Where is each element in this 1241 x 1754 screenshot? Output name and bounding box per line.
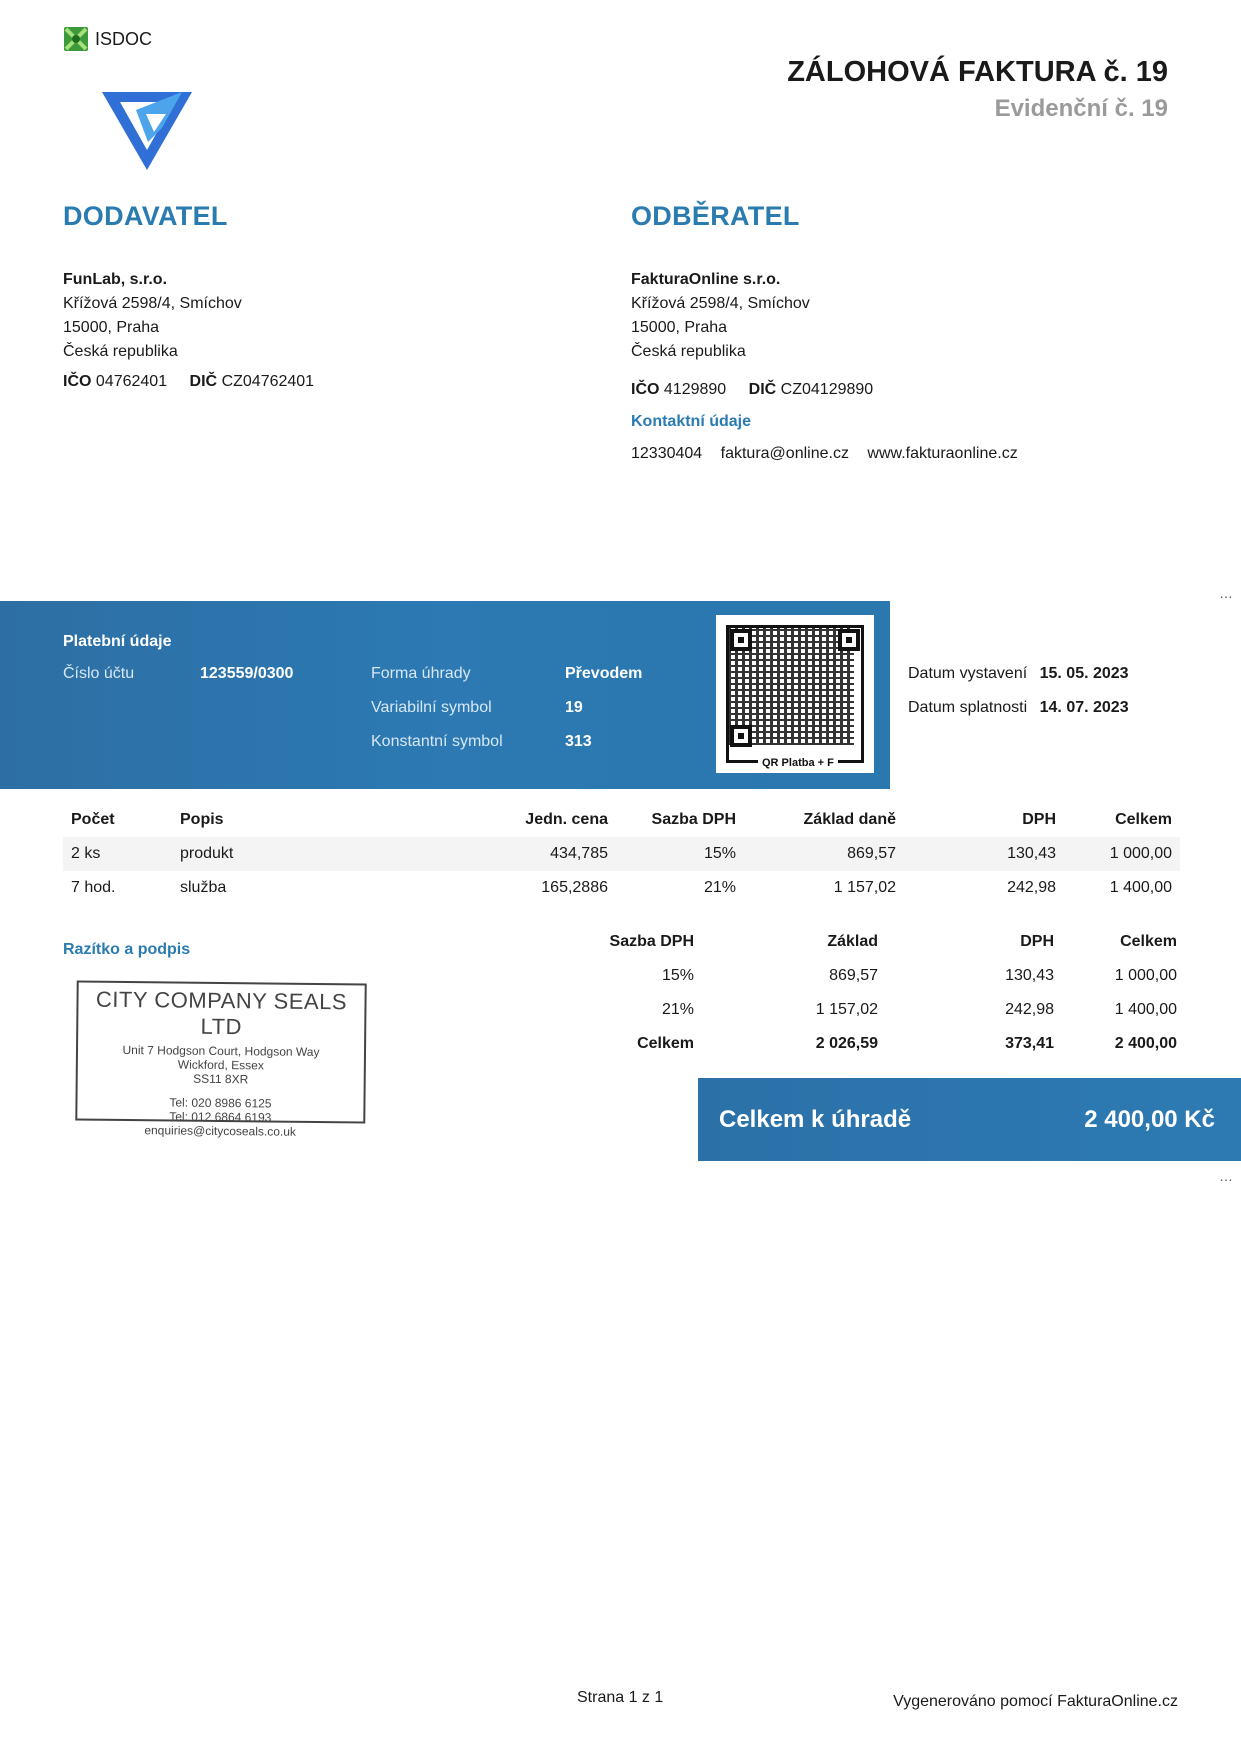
items-table (63, 803, 1180, 905)
cell-vat-rate: 15% (703, 845, 736, 862)
contact-web[interactable]: www.fakturaonline.cz (867, 445, 1018, 462)
isdoc-label: ISDOC (95, 28, 153, 49)
cell-tax-base: 869,57 (847, 845, 896, 862)
sum-cell-total: 1 400,00 (1114, 1001, 1177, 1018)
qr-finder-icon (730, 629, 752, 651)
supplier-city: 15000, Praha (63, 319, 160, 336)
sum-cell-base: 869,57 (829, 967, 878, 984)
due-date: 14. 07. 2023 (1039, 699, 1129, 716)
stamp-line: Unit 7 Hodgson Court, Hodgson Way (122, 1042, 320, 1060)
qr-label: QR Platba + F (758, 757, 838, 769)
total-due-box (698, 1078, 1241, 1161)
summary-total-row (540, 1027, 1185, 1061)
qr-payment-code (716, 615, 874, 773)
customer-ids (631, 378, 1032, 402)
page-number: Strana 1 z 1 (577, 1689, 664, 1706)
supplier-ico: 04762401 (95, 373, 168, 390)
stamp-tel: Tel: 012 6864 6193 (169, 1109, 272, 1125)
col-description: Popis (180, 811, 224, 828)
items-header-row (63, 803, 1180, 837)
col-vat: DPH (1022, 811, 1056, 828)
account-number: 123559/0300 (200, 665, 294, 682)
sum-col-total: Celkem (1120, 933, 1177, 950)
supplier-block (63, 268, 314, 394)
col-tax-base: Základ daně (803, 811, 896, 828)
company-stamp (75, 980, 366, 1139)
supplier-ico-label: IČO (63, 373, 92, 390)
method-value: Převodem (565, 665, 643, 682)
company-logo (102, 92, 192, 172)
table-row (63, 871, 1180, 905)
document-subtitle: Evidenční č. 19 (994, 95, 1168, 122)
stamp-line: SS11 8XR (193, 1071, 249, 1087)
cell-count: 2 ks (71, 845, 101, 862)
customer-street: Křížová 2598/4, Smíchov (631, 295, 810, 312)
stamp-heading: Razítko a podpis (63, 941, 191, 958)
ellipsis-marker: … (1219, 1168, 1233, 1184)
sum-total-label: Celkem (637, 1035, 694, 1052)
customer-block (631, 268, 1032, 466)
cell-vat: 130,43 (1007, 845, 1056, 862)
sum-cell-total: 1 000,00 (1114, 967, 1177, 984)
customer-ico-label: IČO (631, 381, 660, 398)
sum-total-vat: 373,41 (1005, 1035, 1054, 1052)
customer-heading: ODBĚRATEL (631, 201, 800, 231)
col-count: Počet (71, 811, 115, 828)
customer-dic: CZ04129890 (780, 381, 874, 398)
col-vat-rate: Sazba DPH (651, 811, 736, 828)
cell-total: 1 000,00 (1109, 845, 1172, 862)
account-label: Číslo účtu (63, 665, 135, 682)
generated-by: Vygenerováno pomocí FakturaOnline.cz (893, 1693, 1178, 1710)
contact-heading: Kontaktní údaje (631, 413, 752, 430)
sum-cell-rate: 15% (661, 967, 694, 984)
issued-date: 15. 05. 2023 (1039, 665, 1129, 682)
sum-col-base: Základ (827, 933, 878, 950)
sum-cell-base: 1 157,02 (815, 1001, 878, 1018)
cell-unit-price: 434,785 (550, 845, 608, 862)
vs-label: Variabilní symbol (371, 699, 492, 716)
contact-email[interactable]: faktura@online.cz (720, 445, 849, 462)
supplier-dic: CZ04762401 (221, 373, 315, 390)
supplier-name: FunLab, s.r.o. (63, 271, 168, 288)
contact-details (631, 442, 1032, 466)
customer-country: Česká republika (631, 343, 746, 360)
vat-summary-table (540, 925, 1185, 1061)
total-due-value: 2 400,00 Kč (1084, 1105, 1215, 1133)
sum-cell-rate: 21% (661, 1001, 694, 1018)
supplier-ids (63, 370, 314, 394)
cell-vat: 242,98 (1007, 879, 1056, 896)
supplier-street: Křížová 2598/4, Smíchov (63, 295, 242, 312)
ks-label: Konstantní symbol (371, 733, 503, 750)
vs-value: 19 (565, 699, 583, 716)
due-label: Datum splatnosti (908, 699, 1028, 716)
summary-header-row (540, 925, 1185, 959)
cell-description: služba (180, 879, 227, 896)
col-total: Celkem (1115, 811, 1172, 828)
table-row (63, 837, 1180, 871)
cell-tax-base: 1 157,02 (833, 879, 896, 896)
isdoc-icon (63, 26, 89, 52)
qr-finder-icon (730, 725, 752, 747)
isdoc-badge (63, 26, 152, 52)
supplier-heading: DODAVATEL (63, 201, 228, 231)
payment-heading: Platební údaje (63, 633, 172, 650)
cell-total: 1 400,00 (1109, 879, 1172, 896)
cell-unit-price: 165,2886 (541, 879, 608, 896)
customer-ico: 4129890 (663, 381, 727, 398)
sum-total-base: 2 026,59 (815, 1035, 878, 1052)
document-title: ZÁLOHOVÁ FAKTURA č. 19 (787, 56, 1168, 88)
ellipsis-marker: … (1219, 585, 1233, 601)
sum-col-vat: DPH (1020, 933, 1054, 950)
stamp-tel: Tel: 020 8986 6125 (169, 1095, 272, 1111)
sum-cell-vat: 130,43 (1005, 967, 1054, 984)
sum-total-total: 2 400,00 (1114, 1035, 1177, 1052)
cell-vat-rate: 21% (703, 879, 736, 896)
sum-col-vat-rate: Sazba DPH (609, 933, 694, 950)
stamp-line: Wickford, Essex (177, 1057, 264, 1073)
supplier-dic-label: DIČ (189, 373, 218, 390)
customer-dic-label: DIČ (748, 381, 777, 398)
qr-finder-icon (838, 629, 860, 651)
ks-value: 313 (565, 733, 592, 750)
contact-phone: 12330404 (631, 445, 703, 462)
customer-city: 15000, Praha (631, 319, 728, 336)
summary-row (540, 959, 1185, 993)
cell-count: 7 hod. (71, 879, 116, 896)
customer-name: FakturaOnline s.r.o. (631, 271, 781, 288)
method-label: Forma úhrady (371, 665, 471, 682)
supplier-country: Česká republika (63, 343, 178, 360)
issued-date-row (908, 665, 1129, 683)
total-due-label: Celkem k úhradě (719, 1105, 912, 1133)
summary-row (540, 993, 1185, 1027)
sum-cell-vat: 242,98 (1005, 1001, 1054, 1018)
cell-description: produkt (180, 845, 234, 862)
due-date-row (908, 699, 1129, 717)
issued-label: Datum vystavení (908, 665, 1028, 682)
col-unit-price: Jedn. cena (525, 811, 608, 828)
stamp-email: enquiries@citycoseals.co.uk (144, 1123, 297, 1139)
stamp-company: CITY COMPANY SEALS LTD (95, 986, 348, 1040)
